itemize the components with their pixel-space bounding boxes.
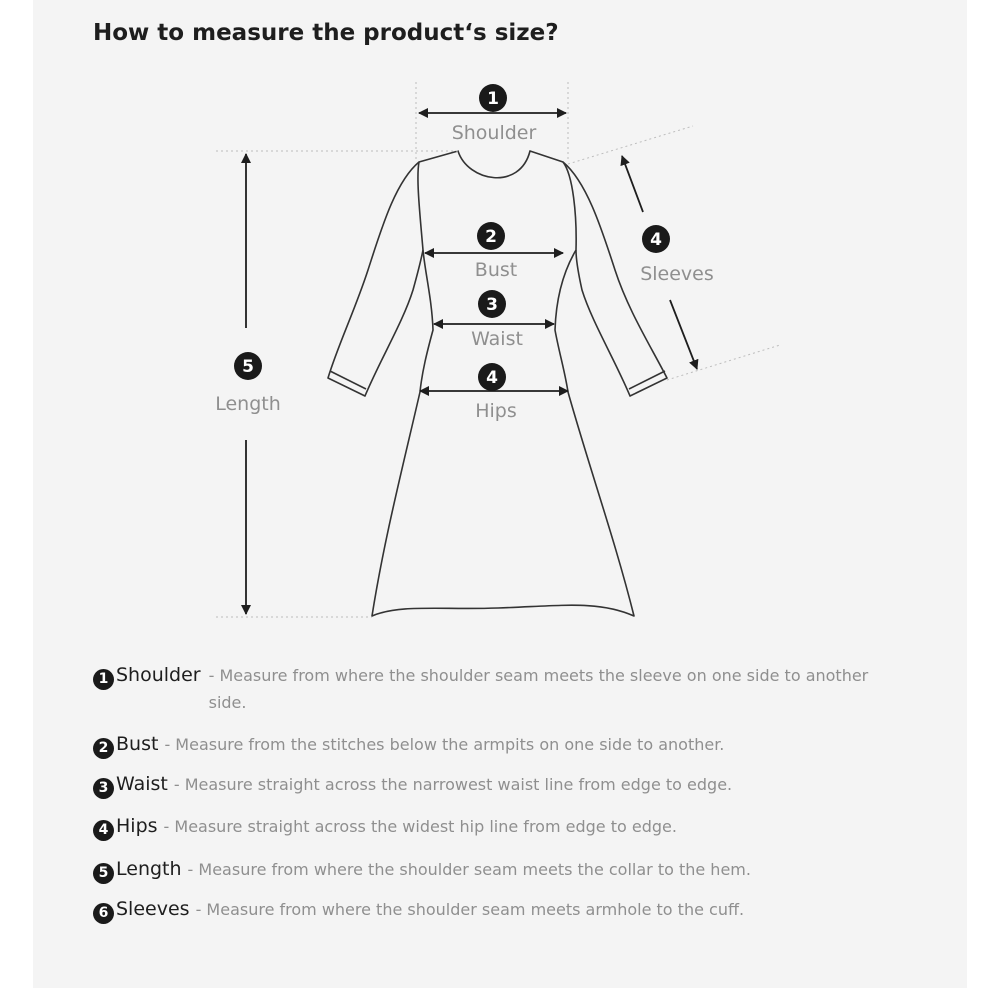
number-badge: 1 — [93, 669, 114, 690]
legend-description: - Measure from where the shoulder seam meets the sleeve on one side to another side. — [208, 666, 869, 712]
number-badge: 4 — [93, 820, 114, 841]
left-cuff — [330, 371, 366, 389]
measure-arrows — [246, 113, 697, 614]
legend-description: - Measure from where the shoulder seam meets armhole to the cuff. — [195, 900, 745, 919]
callout-sleeves — [640, 225, 714, 285]
legend-term: Length — [116, 858, 182, 880]
callout-label: Length — [215, 393, 281, 415]
legend-description: - Measure from where the shoulder seam meets the collar to the hem. — [187, 860, 751, 879]
number-badge: 3 — [93, 778, 114, 799]
sleeve-arrow-up — [622, 156, 643, 212]
callout-hips — [475, 363, 517, 422]
callout-label: Hips — [475, 400, 517, 422]
left-sleeve — [328, 162, 423, 396]
number-badge: 6 — [93, 903, 114, 924]
callout-number: 5 — [242, 357, 254, 377]
sleeve-guide-top — [568, 126, 693, 164]
callout-bust — [475, 222, 517, 281]
legend-item-shoulder — [93, 662, 869, 716]
legend-term: Shoulder — [116, 664, 201, 686]
callout-waist — [471, 290, 523, 350]
legend-item-length — [93, 858, 751, 882]
legend-item-waist — [93, 773, 732, 797]
legend-term: Bust — [116, 733, 159, 755]
number-badge: 5 — [93, 863, 114, 884]
callout-number: 4 — [650, 230, 662, 250]
callout-label: Sleeves — [640, 263, 714, 285]
legend-item-bust — [93, 733, 724, 757]
callout-label: Bust — [474, 259, 518, 281]
legend-term: Hips — [116, 815, 158, 837]
callout-number: 2 — [485, 227, 497, 247]
callout-length — [215, 352, 281, 415]
sleeve-guide-bottom — [667, 345, 780, 380]
legend-item-hips — [93, 815, 677, 839]
sleeve-arrow-down — [670, 300, 697, 369]
callout-label: Waist — [471, 328, 523, 350]
number-badge: 2 — [93, 738, 114, 759]
callout-number: 4 — [486, 368, 498, 388]
legend-description: - Measure from the stitches below the armpits on one side to another. — [164, 735, 725, 754]
legend-description: - Measure straight across the widest hip line from edge to edge. — [163, 817, 677, 836]
legend-description: - Measure straight across the narrowest waist line from edge to edge. — [173, 775, 733, 794]
right-cuff — [629, 371, 665, 389]
page-title: How to measure the product‘s size? — [93, 20, 559, 46]
callout-number: 1 — [487, 89, 499, 109]
legend-term: Sleeves — [116, 898, 190, 920]
callout-shoulder — [452, 84, 537, 144]
legend-item-sleeves — [93, 898, 744, 922]
callout-label: Shoulder — [451, 122, 537, 144]
legend-term: Waist — [116, 773, 168, 795]
callout-number: 3 — [486, 295, 498, 315]
